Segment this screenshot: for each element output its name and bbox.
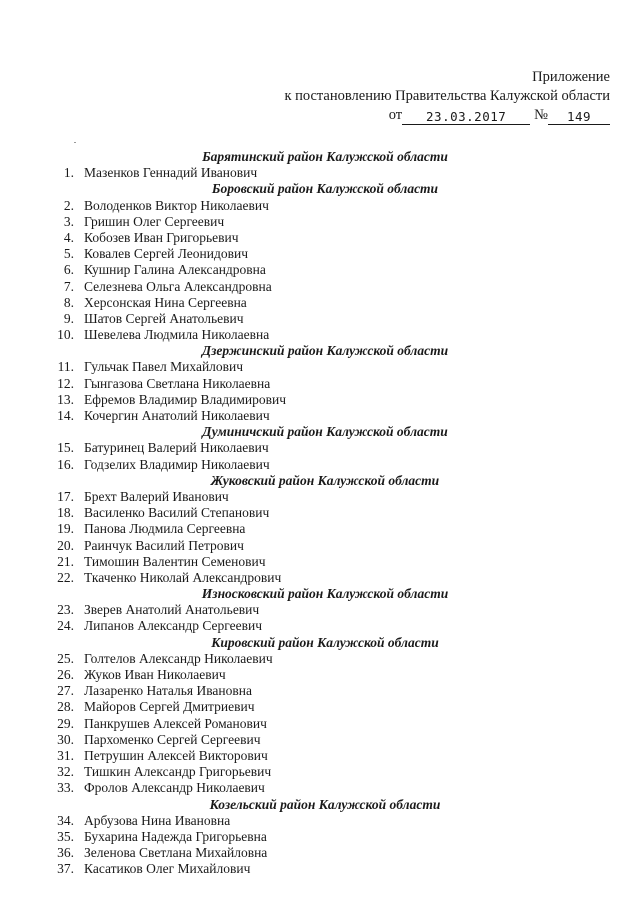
list-item [0,246,640,262]
item-number: 12. [57,375,74,391]
item-number: 6. [63,262,74,278]
item-number: 30. [57,731,74,747]
list-item [0,699,640,715]
item-number: 31. [57,747,74,763]
list-item [0,618,640,634]
item-number: 36. [57,845,74,861]
person-name: Ткаченко Николай Александрович [84,569,282,585]
list-item [0,748,640,764]
item-number: 27. [57,683,74,699]
person-name: Жуков Иван Николаевич [84,667,226,682]
person-name: Шевелева Людмила Николаевна [84,327,270,343]
item-number: 7. [63,278,74,294]
person-name: Панова Людмила Сергеевна [84,521,246,537]
item-number: 10. [57,327,74,343]
item-number: 32. [57,764,74,780]
person-name: Фролов Александр Николаевич [84,780,265,796]
person-name: Мазенков Геннадий Иванович [84,165,258,181]
list-item [0,376,640,392]
item-number: 17. [57,488,74,504]
item-number: 34. [57,812,74,828]
list-item [0,845,640,861]
list-item [0,764,640,780]
item-number: 37. [57,861,74,877]
item-number: 13. [57,391,74,407]
item-number: 24. [57,618,74,634]
person-name: Зеленова Светлана Михайловна [84,845,268,861]
person-name: Ефремов Владимир Владимирович [84,391,286,407]
item-number: 29. [57,715,74,731]
item-number: 20. [57,537,74,553]
list-item [0,457,640,473]
person-name: Бухарина Надежда Григорьевна [84,828,267,844]
item-number: 1. [63,165,74,181]
person-name: Гынгазова Светлана Николаевна [84,375,271,391]
district-heading: Износковский район Калужской области [201,586,449,602]
decree-date: 23.03.2017 [402,109,530,125]
item-number: 4. [63,229,74,245]
item-number: 18. [57,505,74,521]
person-name: Майоров Сергей Дмитриевич [84,699,255,715]
list-item [0,359,640,375]
list-item [0,311,640,327]
list-item [0,489,640,505]
decree-date-number [389,106,610,125]
person-name: Зверев Анатолий Анатольевич [84,602,260,618]
list-item [0,829,640,845]
list-item [0,570,640,586]
item-number: 28. [57,699,74,715]
list-item [0,813,640,829]
district-heading: Боровский район Калужской области [211,181,439,197]
item-number: 16. [57,456,74,472]
list-item [0,279,640,295]
person-name: Годзелих Владимир Николаевич [84,456,270,472]
person-name: Василенко Василий Степанович [84,505,270,521]
scan-speck [74,142,76,143]
person-name: Липанов Александр Сергеевич [84,618,263,634]
person-name: Арбузова Нина Ивановна [84,812,231,828]
item-number: 35. [57,828,74,844]
item-number: 3. [63,213,74,229]
list-item [0,861,640,877]
person-name: Шатов Сергей Анатольевич [84,310,244,326]
list-item [0,262,640,278]
person-name: Лазаренко Наталья Ивановна [84,683,252,699]
person-name: Раинчук Василий Петрович [84,537,244,553]
list-item [0,651,640,667]
list-item [0,198,640,214]
appendix-title: Приложение [532,69,610,85]
district-heading: Жуковский район Калужской области [210,472,440,488]
item-number: 5. [63,246,74,262]
person-name: Ковалев Сергей Леонидович [84,246,248,262]
person-name: Тимошин Валентин Семенович [84,553,266,569]
number-prefix: № [534,107,548,123]
item-number: 9. [63,310,74,326]
list-item [0,295,640,311]
person-name: Херсонская Нина Сергеевна [84,294,247,310]
item-number: 21. [57,553,74,569]
list-item [0,408,640,424]
item-number: 19. [57,521,74,537]
district-heading: Дзержинский район Калужской области [201,343,449,359]
appendix-header [284,68,610,125]
item-number: 25. [57,650,74,666]
people-list [0,149,640,877]
person-name: Тишкин Александр Григорьевич [84,764,272,780]
list-item [0,327,640,343]
district-heading: Кировский район Калужской области [211,634,439,650]
item-number: 2. [63,197,74,213]
list-item [0,505,640,521]
list-item [0,602,640,618]
item-number: 26. [57,667,74,682]
item-number: 14. [57,408,74,423]
decree-number: 149 [548,109,610,125]
list-item [0,392,640,408]
person-name: Володенков Виктор Николаевич [84,197,269,213]
person-name: Кушнир Галина Александровна [84,262,266,278]
list-item [0,780,640,796]
list-item [0,667,640,683]
list-item [0,214,640,230]
person-name: Батуринец Валерий Николаевич [84,440,269,456]
list-item [0,165,640,181]
list-item [0,554,640,570]
person-name: Голтелов Александр Николаевич [84,650,273,666]
district-heading: Козельский район Калужской области [209,796,441,812]
list-item [0,440,640,456]
list-item [0,732,640,748]
person-name: Пархоменко Сергей Сергеевич [84,731,261,747]
list-item [0,538,640,554]
person-name: Касатиков Олег Михайлович [84,861,251,877]
person-name: Панкрушев Алексей Романович [84,715,267,731]
list-item [0,230,640,246]
person-name: Селезнева Ольга Александровна [84,278,272,294]
item-number: 22. [57,569,74,585]
district-heading: Барятинский район Калужской области [202,149,448,164]
person-name: Гришин Олег Сергеевич [84,213,225,229]
list-item [0,683,640,699]
item-number: 8. [63,294,74,310]
appendix-reference: к постановлению Правительства Калужской области [284,88,610,104]
person-name: Кобозев Иван Григорьевич [84,229,239,245]
person-name: Петрушин Алексей Викторович [84,747,268,763]
person-name: Брехт Валерий Иванович [84,488,229,504]
person-name: Гульчак Павел Михайлович [84,359,244,375]
item-number: 15. [57,440,74,456]
item-number: 11. [57,359,74,375]
item-number: 23. [57,602,74,618]
date-prefix: от [388,107,403,123]
item-number: 33. [57,780,74,796]
district-heading: Думиничский район Калужской области [202,424,448,440]
list-item [0,521,640,537]
person-name: Кочергин Анатолий Николаевич [84,408,270,423]
list-item [0,716,640,732]
